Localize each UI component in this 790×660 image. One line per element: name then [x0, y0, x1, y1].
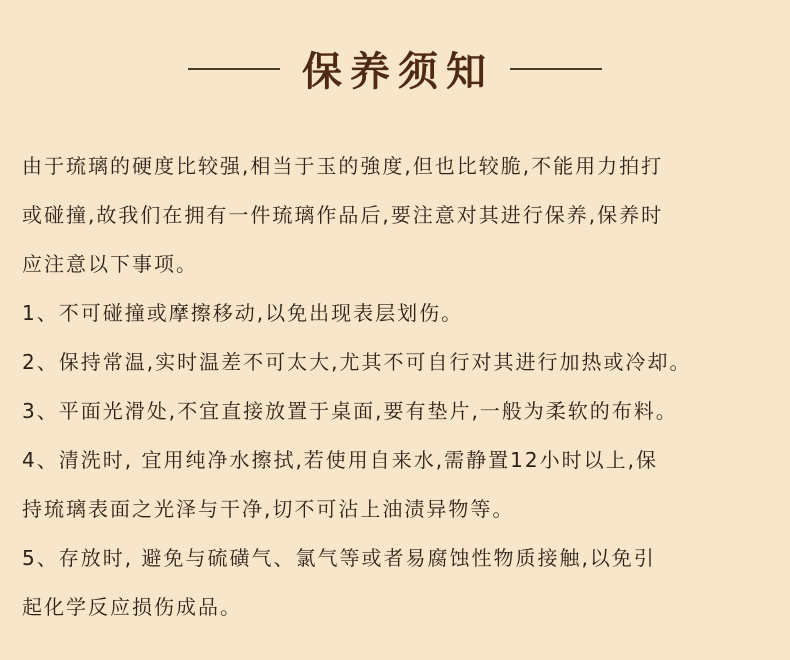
page-title: 保养须知 [302, 48, 494, 95]
instruction-4-line-2: 持琉璃表面之光泽与干净,切不可沾上油渍异物等。 [22, 497, 515, 521]
instruction-3: 3、平面光滑处,不宜直接放置于桌面,要有垫片,一般为柔软的布料。 [22, 399, 678, 423]
care-instructions-text [22, 142, 790, 632]
instruction-1: 1、不可碰撞或摩擦移动,以免出现表层划伤。 [22, 301, 464, 325]
instruction-4-line-1: 4、清洗时, 宜用纯净水擦拭,若使用自来水,需静置12小时以上,保 [22, 448, 658, 472]
section-header [0, 38, 790, 98]
instruction-2: 2、保持常温,实时温差不可太大,尤其不可自行对其进行加热或冷却。 [22, 350, 692, 374]
left-decorative-rule [188, 68, 280, 70]
intro-line-2: 或碰撞,故我们在拥有一件琉璃作品后,要注意对其进行保养,保养时 [22, 203, 664, 227]
instruction-5-line-2: 起化学反应损伤成品。 [22, 595, 242, 619]
intro-line-3: 应注意以下事项。 [22, 252, 198, 276]
instruction-5-line-1: 5、存放时, 避免与硫磺气、氯气等或者易腐蚀性物质接触,以免引 [22, 546, 656, 570]
right-decorative-rule [510, 68, 602, 70]
intro-line-1: 由于琉璃的硬度比较强,相当于玉的強度,但也比较脆,不能用力拍打 [22, 154, 664, 178]
